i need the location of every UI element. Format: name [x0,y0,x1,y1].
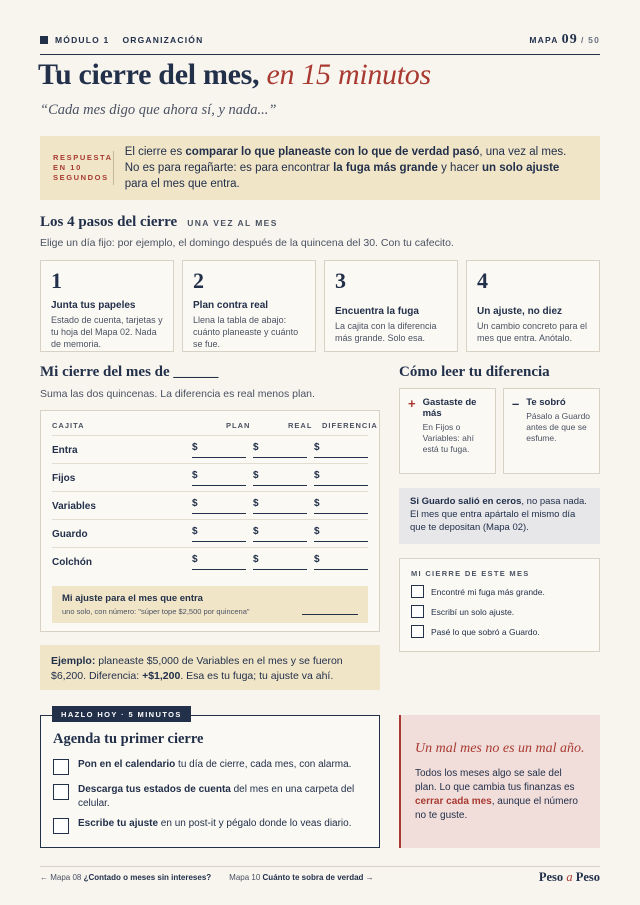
col-plan: PLAN [226,421,251,430]
checklist-label: Encontré mi fuga más grande. [431,586,545,597]
diferencia-input[interactable]: $ [314,526,368,542]
diff-card-minus [503,388,600,474]
page-quote: “Cada mes digo que ahora sí, y nada...” [40,102,277,118]
steps-kicker: UNA VEZ AL MES [187,218,278,228]
real-input[interactable]: $ [253,470,307,486]
answer-t1: El cierre es [124,146,186,158]
ejemplo-t2: . Esa es tu fuga; tu ajuste va ahí. [180,670,334,682]
checklist-item[interactable] [411,585,588,598]
steps-title: Los 4 pasos del cierre [40,214,178,230]
brand-a: Peso [538,870,567,884]
diferencia-input[interactable]: $ [314,442,368,458]
real-input[interactable]: $ [253,442,307,458]
col-diferencia: DIFERENCIA [322,421,378,430]
next-link[interactable] [229,873,374,882]
checklist-kicker: MI CIERRE DE ESTE MES [411,569,530,578]
row-label: Guardo [52,529,88,540]
ejemplo-box [40,645,380,690]
mal-mes-heading: Un mal mes no es un mal año. [415,741,585,756]
mal-mes-t2: , aunque el número no te guste. [415,796,578,821]
agenda-item-bold: Descarga tus estados de cuenta [78,784,231,795]
diff-desc: En Fijos o Variables: ahí está tu fuga. [422,422,474,454]
agenda-item-text [78,783,365,811]
plan-input[interactable]: $ [192,526,246,542]
agenda-item-text [78,758,351,775]
agenda-item-bold: Escribe tu ajuste [78,818,159,829]
step-card [324,260,458,352]
checkbox[interactable] [53,818,69,834]
mal-mes-text [415,767,586,823]
agenda-box [40,715,380,848]
map-number: 09 [561,31,579,47]
checklist-label: Escribí un solo ajuste. [431,606,515,617]
step-number: 4 [477,268,488,293]
table-row [52,519,368,547]
agenda-tab: HAZLO HOY · 5 MINUTOS [52,706,191,722]
answer-text [114,144,600,192]
cierre-heading: Mi cierre del mes de ______ [40,364,219,380]
checklist-label: Pasé lo que sobró a Guardo. [431,626,540,637]
prev-prefix: ← Mapa 08 [40,873,84,882]
module-label [40,35,203,45]
checkbox[interactable] [53,784,69,800]
agenda-item-rest: tu día de cierre, cada mes, con alarma. [175,759,352,770]
step-title: Junta tus papeles [51,300,136,311]
agenda-item-bold: Pon en el calendario [78,759,176,770]
section-name: ORGANIZACIÓN [122,34,204,45]
steps-heading [40,214,278,231]
steps-subtitle: Elige un día fijo: por ejemplo, el domingo después de la quincena del 30. Con tu cafecito. [40,237,454,249]
title-main: Tu cierre del mes, [38,58,260,91]
brand-b: a [566,870,573,884]
page-title [38,58,431,92]
ajuste-input[interactable] [302,614,358,615]
cierre-subtitle: Suma las dos quincenas. La diferencia es real menos plan. [40,388,315,400]
guardo-note [399,488,600,544]
footer [40,866,600,888]
diff-title: Te sobró [526,397,566,408]
step-desc: Estado de cuenta, tarjetas y tu hoja del Mapa 02. Nada de memoria. [51,315,163,349]
step-desc: La cajita con la diferencia más grande. Solo esa. [335,321,437,343]
checkbox[interactable] [411,625,424,638]
step-number: 3 [335,268,346,293]
answer-b3: un solo ajuste [482,162,560,174]
top-bar [40,33,600,55]
prev-link[interactable] [40,873,211,882]
diferencia-input[interactable]: $ [314,470,368,486]
answer-label-1: RESPUESTA [53,153,113,162]
next-prefix: Mapa 10 [229,873,263,882]
plan-input[interactable]: $ [192,470,246,486]
checkbox[interactable] [53,759,69,775]
ejemplo-label: Ejemplo: [51,655,96,667]
step-number: 2 [193,268,204,293]
real-input[interactable]: $ [253,554,307,570]
table-row [52,463,368,491]
map-label: MAPA [529,34,559,45]
step-desc: Llena la tabla de abajo: cuánto planeaste y cuánto se fue. [193,315,299,349]
col-cajita: CAJITA [52,421,85,430]
diferencia-input[interactable]: $ [314,554,368,570]
prev-title: ¿Contado o meses sin intereses? [83,873,212,882]
brand-c: Peso [572,870,600,884]
answer-t2: , una vez al mes. No es para regañarte: es para encontrar [124,146,567,174]
checklist-box [399,558,600,652]
agenda-item-text [78,817,352,834]
diff-desc: Pásalo a Guardo antes de que se esfume. [526,411,591,443]
next-title: Cuánto te sobra de verdad → [262,873,374,882]
answer-b1: comparar lo que planeaste con lo que de verdad pasó [185,146,480,158]
real-input[interactable]: $ [253,526,307,542]
step-number: 1 [51,268,62,293]
como-leer-heading: Cómo leer tu diferencia [399,364,550,380]
cierre-table [40,410,380,632]
col-real: REAL [288,421,313,430]
ajuste-title: Mi ajuste para el mes que entra [62,593,203,604]
answer-t3: y hacer [437,162,483,174]
answer-b2: la fuga más grande [333,162,438,174]
plus-icon: + [408,396,416,411]
step-card [182,260,316,352]
table-row [52,435,368,463]
checklist-item[interactable] [411,605,588,618]
table-row [52,491,368,519]
row-label: Colchón [52,557,92,568]
row-label: Variables [52,501,96,512]
answer-label-2: EN 10 [53,163,82,172]
mal-mes-red: cerrar cada mes [415,796,492,807]
plan-input[interactable]: $ [192,442,246,458]
agenda-item-rest: del mes en una carpeta del celular. [78,784,355,809]
ejemplo-b1: +$1,200 [142,670,181,682]
checklist-item[interactable] [411,625,588,638]
agenda-item[interactable] [53,783,365,811]
footer-nav [40,873,374,882]
answer-label [40,151,114,185]
ajuste-box [52,586,368,623]
ejemplo-t1: planeaste $5,000 de Variables en el mes y se fueron $6,200. Diferencia: [51,655,343,682]
agenda-item-rest: en un post-it y pégalo donde lo veas diario. [158,818,352,829]
step-desc: Un cambio concreto para el mes que entra. Anótalo. [477,321,588,343]
square-icon [40,36,48,44]
answer-label-3: SEGUNDOS [53,173,109,182]
mal-mes-box [399,715,600,848]
guardo-text: , no pasa nada. El mes que entra apártalo el mismo día que te depositan (Mapa 02). [410,496,587,533]
real-input[interactable]: $ [253,498,307,514]
brand-logo [539,870,600,885]
guardo-bold: Si Guardo salió en ceros [410,496,522,507]
checkbox[interactable] [411,605,424,618]
module-name: MÓDULO 1 [55,34,110,45]
diferencia-input[interactable]: $ [314,498,368,514]
title-accent: en 15 minutos [266,58,431,91]
answer-t4: para el mes que entra. [124,178,240,190]
ajuste-hint: uno solo, con número: "súper tope $2,500 por quincena" [62,607,250,616]
diff-title: Gastaste de más [422,397,477,419]
step-card [466,260,600,352]
plan-input[interactable]: $ [192,554,246,570]
diff-card-plus [399,388,496,474]
minus-icon: – [512,396,520,411]
step-title: Encuentra la fuga [335,306,419,317]
agenda-item[interactable] [53,817,365,834]
step-title: Plan contra real [193,300,269,311]
step-title: Un ajuste, no diez [477,306,563,317]
row-label: Entra [52,445,78,456]
checkbox[interactable] [411,585,424,598]
mal-mes-t1: Todos los meses algo se sale del plan. Lo que cambia tus finanzas es [415,768,575,793]
map-total: / 50 [581,34,600,45]
plan-input[interactable]: $ [192,498,246,514]
step-card [40,260,174,352]
table-row [52,547,368,575]
map-counter [529,32,600,48]
agenda-heading: Agenda tu primer cierre [53,731,204,747]
row-label: Fijos [52,473,76,484]
answer-box [40,136,600,200]
agenda-item[interactable] [53,758,365,775]
